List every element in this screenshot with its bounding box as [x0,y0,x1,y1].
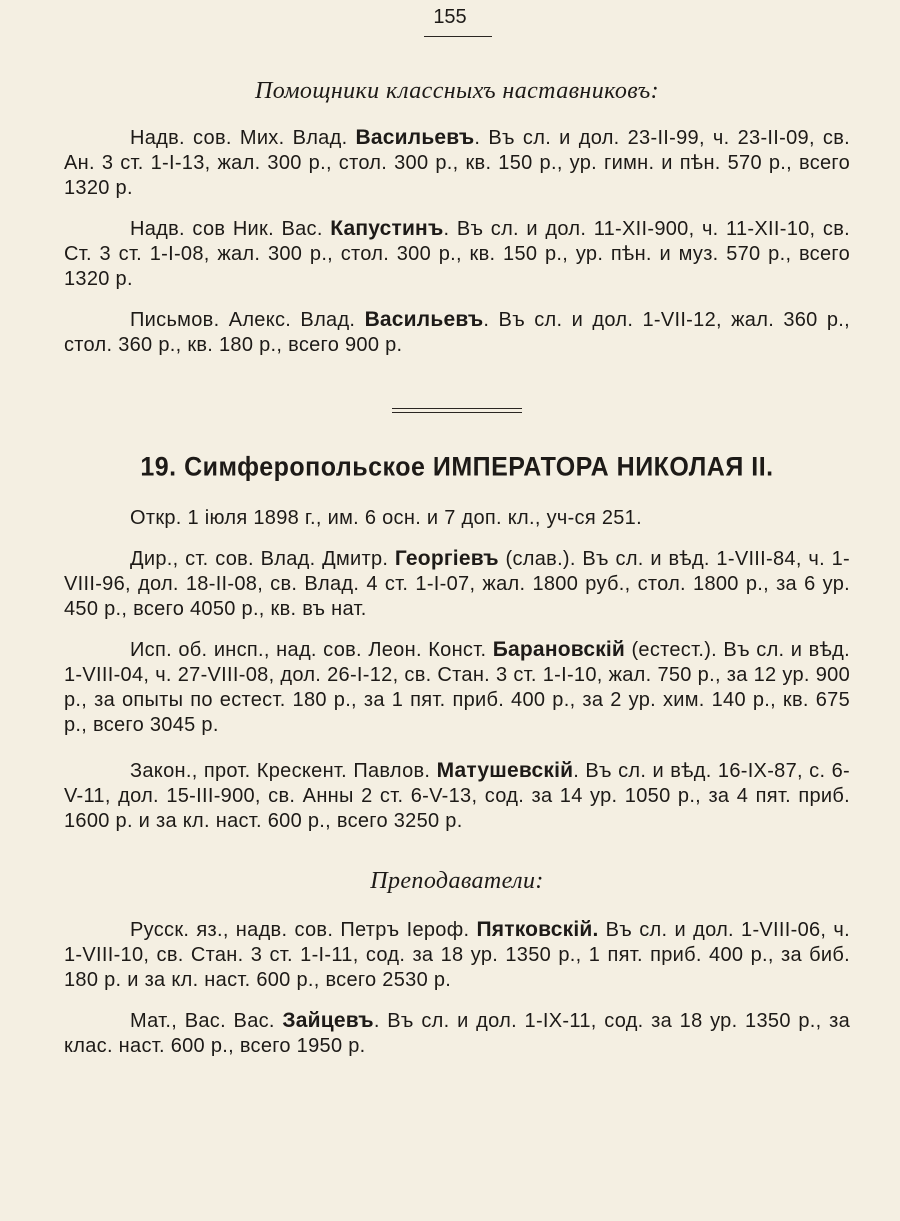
staff-entry: Письмов. Алекс. Влад. Васильевъ. Въ сл. и дол. 1-VII-12, жал. 360 р., стол. 360 р., кв. 180 р., всего 900 р. [64,308,850,356]
teachers-heading: Преподаватели: [370,868,544,894]
person-name: Капустинъ [330,217,444,240]
person-name: Зайцевъ [282,1009,374,1032]
staff-entry: Надв. сов Ник. Вас. Капустинъ. Въ сл. и дол. 11-XII-900, ч. 11-XII-10, св. Ст. 3 ст. 1-I-08, жал. 300 р., стол. 300 р., кв. 150 р., ур. пѣн. и муз. 570 р., всего 1320 р. [64,217,850,290]
teacher-entry: Мат., Вас. Вас. Зайцевъ. Въ сл. и дол. 1-IX-11, сод. за 18 ур. 1350 р., за клас. наст. 600 р., всего 1950 р. [64,1009,850,1057]
person-name: Матушевскій [436,759,574,782]
person-name: Барановскій [492,638,626,661]
page-number-rule [424,36,492,37]
section-title: 19. Симферопольское ИМПЕРАТОРА НИКОЛАЯ II. [140,451,774,483]
person-name: Васильевъ [364,308,484,331]
person-name: Георгіевъ [394,547,499,570]
teacher-entry: Русск. яз., надв. сов. Петръ Іероф. Пятковскій. Въ сл. и дол. 1-VIII-06, ч. 1-VIII-10, св. Стан. 3 ст. 1-I-11, сод. за 18 ур. 1350 р., 1 пят. приб. 400 р., за биб. 180 р. и за кл. наст. 600 р., всего 2530 р. [64,918,851,991]
staff-entry: Исп. об. инсп., над. сов. Леон. Конст. Барановскій (естест.). Въ сл. и вѣд. 1-VIII-04, ч. 27-VIII-08, дол. 26-I-12, св. Стан. 3 ст. 1-I-10, жал. 750 р., за 12 ур. 900 р., за опыты по естест. 180 р., за 1 пят. приб. 400 р., за 2 ур. хим. 140 р., кв. 675 р., всего 3045 р. [64,638,850,736]
staff-entry: Надв. сов. Мих. Влад. Васильевъ. Въ сл. и дол. 23-II-99, ч. 23-II-09, св. Ан. 3 ст. 1-I-13, жал. 300 р., стол. 300 р., кв. 150 р., ур. гимн. и пѣн. 570 р., всего 1320 р. [64,126,850,199]
page-number: 155 [433,6,467,28]
assistants-heading: Помощники классныхъ наставниковъ: [255,78,659,104]
opening-info: Откр. 1 іюля 1898 г., им. 6 осн. и 7 доп. кл., уч-ся 251. [130,507,642,529]
person-name: Пятковскій. [476,918,599,941]
page-content [64,78,850,1059]
staff-entry: Закон., прот. Крескент. Павлов. Матушевскій. Въ сл. и вѣд. 16-IX-87, с. 6-V-11, дол. 15-III-900, св. Анны 2 ст. 6-V-13, сод. за 14 ур. 1050 р., за 4 пят. приб. 1600 р. и за кл. наст. 600 р., всего 3250 р. [64,759,850,832]
staff-entry: Дир., ст. сов. Влад. Дмитр. Георгіевъ (слав.). Въ сл. и вѣд. 1-VIII-84, ч. 1-VIII-96, дол. 18-II-08, св. Влад. 4 ст. 1-I-07, жал. 1800 руб., стол. 1800 р., за 6 ур. 450 р., всего 4050 р., кв. въ нат. [64,547,850,620]
person-name: Васильевъ [355,126,475,149]
